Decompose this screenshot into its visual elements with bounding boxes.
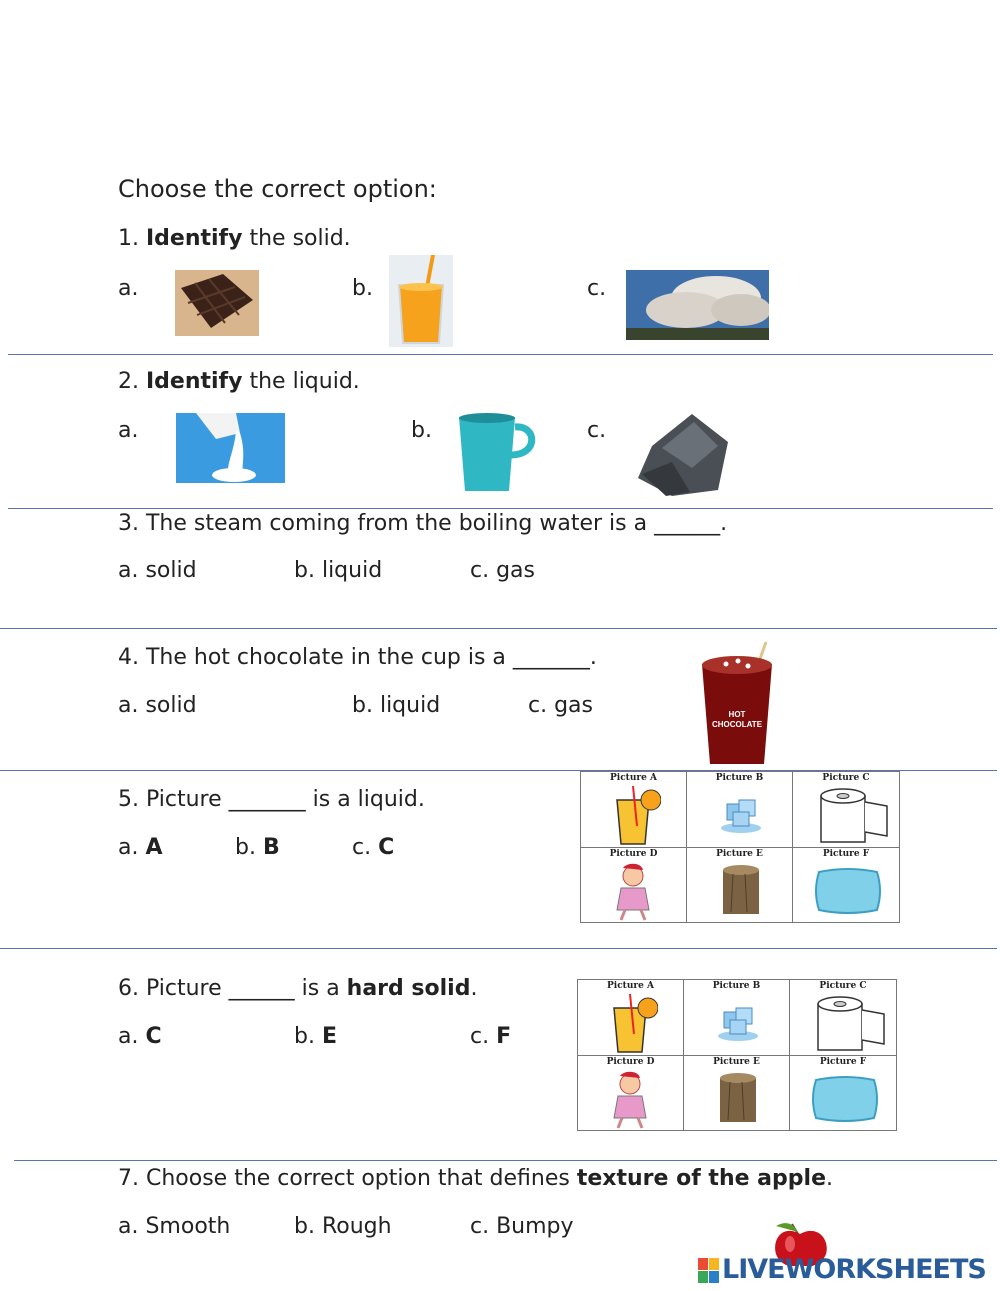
q5-a-letter: A	[145, 835, 163, 860]
q4-option-a[interactable]: a. solid	[118, 693, 197, 718]
q5-option-a[interactable]	[118, 835, 163, 861]
picture-label: Picture B	[715, 773, 764, 783]
grid-cell-b	[683, 979, 790, 1056]
q7-option-b[interactable]: b. Rough	[294, 1214, 392, 1239]
juice-glass-icon	[389, 255, 453, 347]
q2-option-b[interactable]: b.	[411, 418, 432, 443]
divider	[8, 508, 993, 509]
q7-option-a[interactable]: a. Smooth	[118, 1214, 231, 1239]
picture-label: Picture D	[606, 1057, 655, 1067]
picture-label: Picture D	[609, 849, 658, 859]
divider	[8, 354, 993, 355]
q7-prefix: 7. Choose the correct option that defines	[118, 1166, 577, 1191]
rocks-image[interactable]	[632, 408, 738, 498]
lemonade-icon	[613, 786, 661, 846]
teal-mug-image[interactable]	[455, 411, 539, 495]
picture-label: Picture C	[822, 773, 870, 783]
picture-label: Picture E	[716, 849, 763, 859]
picture-label: Picture A	[607, 981, 654, 991]
instructions: Choose the correct option:	[118, 175, 437, 203]
question-2	[118, 369, 360, 395]
pillow-icon	[813, 866, 883, 916]
ice-cubes-icon	[719, 794, 763, 834]
q6-suffix: .	[470, 976, 478, 1001]
picture-label: Picture A	[610, 773, 657, 783]
toilet-paper-icon	[817, 788, 891, 844]
q1-option-b[interactable]: b.	[352, 276, 373, 301]
q6-prefix: 6. Picture ______ is a	[118, 976, 347, 1001]
q1-option-c[interactable]: c.	[587, 276, 607, 301]
q5-c-letter: C	[378, 835, 395, 860]
q1-option-a[interactable]: a.	[118, 276, 139, 301]
q5-option-b[interactable]	[235, 835, 280, 861]
smoke-cloud-image[interactable]	[626, 270, 769, 340]
q3-option-b[interactable]: b. liquid	[294, 558, 383, 583]
q1-bold: Identify	[145, 226, 243, 251]
q6-option-a[interactable]	[118, 1024, 162, 1050]
chocolate-bar-image[interactable]	[175, 270, 259, 336]
q2-option-c[interactable]: c.	[587, 418, 607, 443]
grid-cell-a	[580, 771, 687, 848]
brand-name: LIVEWORKSHEETS	[722, 1254, 986, 1285]
hot-chocolate-cup-image	[698, 640, 776, 768]
q7-suffix: .	[826, 1166, 833, 1191]
question-5: 5. Picture _______ is a liquid.	[118, 787, 425, 812]
toilet-paper-icon	[814, 996, 888, 1052]
grid-cell-d	[580, 847, 687, 923]
cup-label-line-1: HOT	[728, 710, 746, 719]
q5-b-letter: B	[262, 835, 280, 860]
picture-label: Picture F	[819, 1057, 867, 1067]
q6-c-letter: F	[496, 1024, 512, 1049]
q6-bold: hard solid	[346, 976, 471, 1001]
doll-icon	[613, 862, 655, 922]
q4-option-b[interactable]: b. liquid	[352, 693, 441, 718]
hot-chocolate-icon	[698, 640, 776, 768]
smoke-icon	[626, 270, 769, 340]
q3-option-c[interactable]: c. gas	[470, 558, 535, 583]
lemonade-icon	[610, 994, 658, 1054]
question-4: 4. The hot chocolate in the cup is a _______.	[118, 645, 597, 670]
chocolate-icon	[175, 270, 259, 336]
picture-label: Picture B	[712, 981, 761, 991]
orange-juice-image[interactable]	[389, 255, 453, 347]
question-1	[118, 226, 351, 252]
milk-splash-image[interactable]	[176, 413, 285, 483]
q3-option-a[interactable]: a. solid	[118, 558, 197, 583]
q7-option-c[interactable]: c. Bumpy	[470, 1214, 574, 1239]
doll-icon	[610, 1070, 652, 1130]
grid-cell-f	[789, 1055, 897, 1131]
q5-b-prefix: b.	[235, 835, 263, 860]
grid-cell-e	[683, 1055, 790, 1131]
q5-a-prefix: a.	[118, 835, 146, 860]
divider	[0, 628, 997, 629]
q6-a-prefix: a.	[118, 1024, 146, 1049]
divider	[0, 948, 997, 949]
rock-icon	[632, 408, 738, 498]
picture-grid-q6	[577, 979, 897, 1131]
q6-b-letter: E	[321, 1024, 337, 1049]
cup-label-line-2: CHOCOLATE	[711, 720, 763, 729]
liveworksheets-logo-icon	[698, 1258, 720, 1284]
mug-icon	[455, 411, 539, 495]
grid-cell-f	[792, 847, 900, 923]
pillow-icon	[810, 1074, 880, 1124]
picture-label: Picture F	[822, 849, 870, 859]
q6-option-c[interactable]	[470, 1024, 511, 1050]
tree-stump-icon	[716, 1072, 760, 1126]
question-3: 3. The steam coming from the boiling water is a ______.	[118, 511, 728, 536]
grid-cell-c	[789, 979, 897, 1056]
grid-cell-c	[792, 771, 900, 848]
q4-option-c[interactable]: c. gas	[528, 693, 593, 718]
q6-a-letter: C	[145, 1024, 162, 1049]
q6-option-b[interactable]	[294, 1024, 337, 1050]
q2-prefix: 2.	[118, 369, 146, 394]
question-7	[118, 1166, 833, 1192]
q1-prefix: 1.	[118, 226, 146, 251]
milk-icon	[176, 413, 285, 483]
q7-bold: texture of the apple	[576, 1166, 826, 1191]
grid-cell-e	[686, 847, 793, 923]
grid-cell-a	[577, 979, 684, 1056]
q2-bold: Identify	[145, 369, 243, 394]
q6-c-prefix: c.	[470, 1024, 497, 1049]
q2-suffix: the liquid.	[242, 369, 360, 394]
ice-cubes-icon	[716, 1002, 760, 1042]
q6-b-prefix: b.	[294, 1024, 322, 1049]
picture-grid-q5	[580, 771, 900, 923]
picture-label: Picture C	[819, 981, 867, 991]
grid-cell-d	[577, 1055, 684, 1131]
q1-suffix: the solid.	[242, 226, 351, 251]
q5-option-c[interactable]	[352, 835, 394, 861]
grid-cell-b	[686, 771, 793, 848]
question-6	[118, 976, 477, 1002]
live-badge	[698, 1258, 720, 1284]
cup-label	[698, 710, 776, 730]
q5-c-prefix: c.	[352, 835, 379, 860]
q2-option-a[interactable]: a.	[118, 418, 139, 443]
tree-stump-icon	[719, 864, 763, 918]
picture-label: Picture E	[713, 1057, 760, 1067]
divider	[14, 1160, 997, 1161]
